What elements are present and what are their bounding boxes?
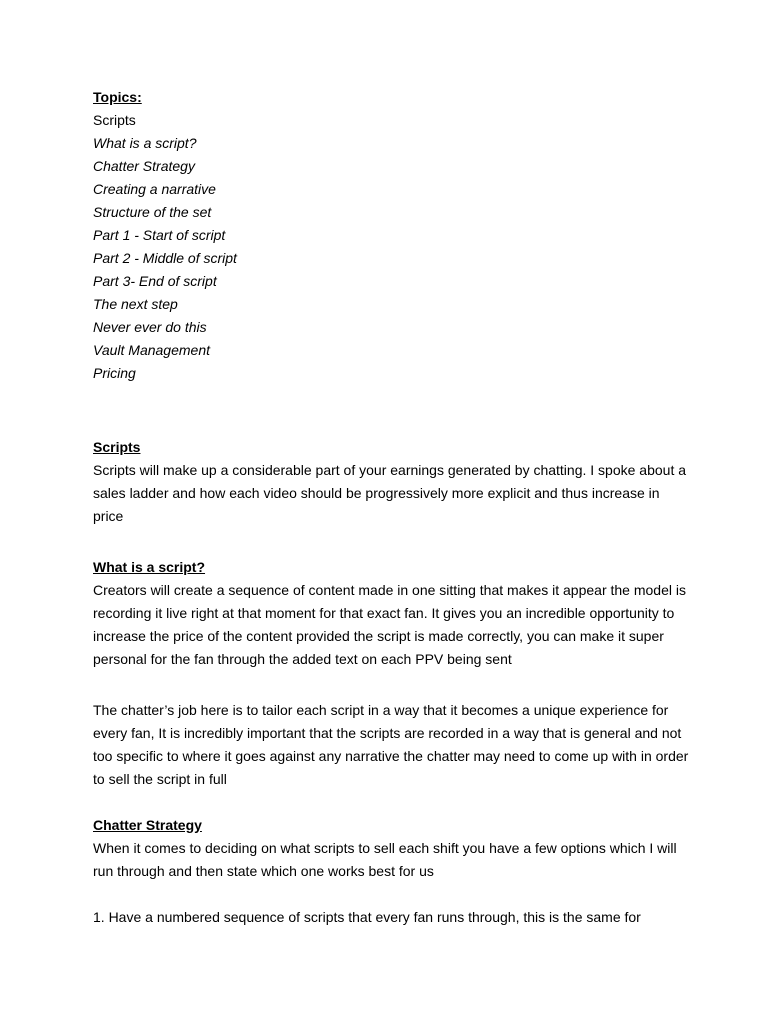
what-is-script-para-2: The chatter’s job here is to tailor each script in a way that it becomes a unique experience for every fan, It is incredibly important that the scripts are recorded in a way that is general and not too specific to where it goes against any narrative the chatter may need to come up with in order to sell the script in full bbox=[93, 702, 689, 787]
scripts-heading: Scripts bbox=[93, 439, 141, 455]
chatter-strategy-para-2: 1. Have a numbered sequence of scripts that every fan runs through, this is the same for bbox=[93, 909, 641, 925]
topic-item: Part 3- End of script bbox=[93, 273, 217, 289]
topic-item: Part 1 - Start of script bbox=[93, 227, 226, 243]
topic-item: Structure of the set bbox=[93, 204, 212, 220]
topics-list bbox=[93, 109, 693, 385]
topic-item: Pricing bbox=[93, 365, 136, 381]
topic-item: Never ever do this bbox=[93, 319, 207, 335]
topic-item: Vault Management bbox=[93, 342, 210, 358]
document-page bbox=[93, 86, 693, 929]
topic-item: Chatter Strategy bbox=[93, 158, 195, 174]
topic-item: Scripts bbox=[93, 112, 136, 128]
scripts-body: Scripts will make up a considerable part of your earnings generated by chatting. I spoke about a sales ladder and how each video should be progressively more explicit and thus increase in price bbox=[93, 462, 687, 524]
topic-item: Part 2 - Middle of script bbox=[93, 250, 237, 266]
what-is-script-para-1: Creators will create a sequence of content made in one sitting that makes it appear the model is recording it live right at that moment for that exact fan. It gives you an incredible opportunity to increase the price of the content provided the script is made correctly, you can make it super personal for the fan through the added text on each PPV being sent bbox=[93, 582, 686, 667]
what-is-script-heading: What is a script? bbox=[93, 559, 206, 575]
topics-heading: Topics: bbox=[93, 89, 142, 105]
chatter-strategy-para-1: When it comes to deciding on what scripts to sell each shift you have a few options which I will run through and then state which one works best for us bbox=[93, 840, 677, 879]
topic-item: The next step bbox=[93, 296, 178, 312]
chatter-strategy-heading: Chatter Strategy bbox=[93, 817, 202, 833]
topic-item: What is a script? bbox=[93, 135, 197, 151]
topic-item: Creating a narrative bbox=[93, 181, 216, 197]
